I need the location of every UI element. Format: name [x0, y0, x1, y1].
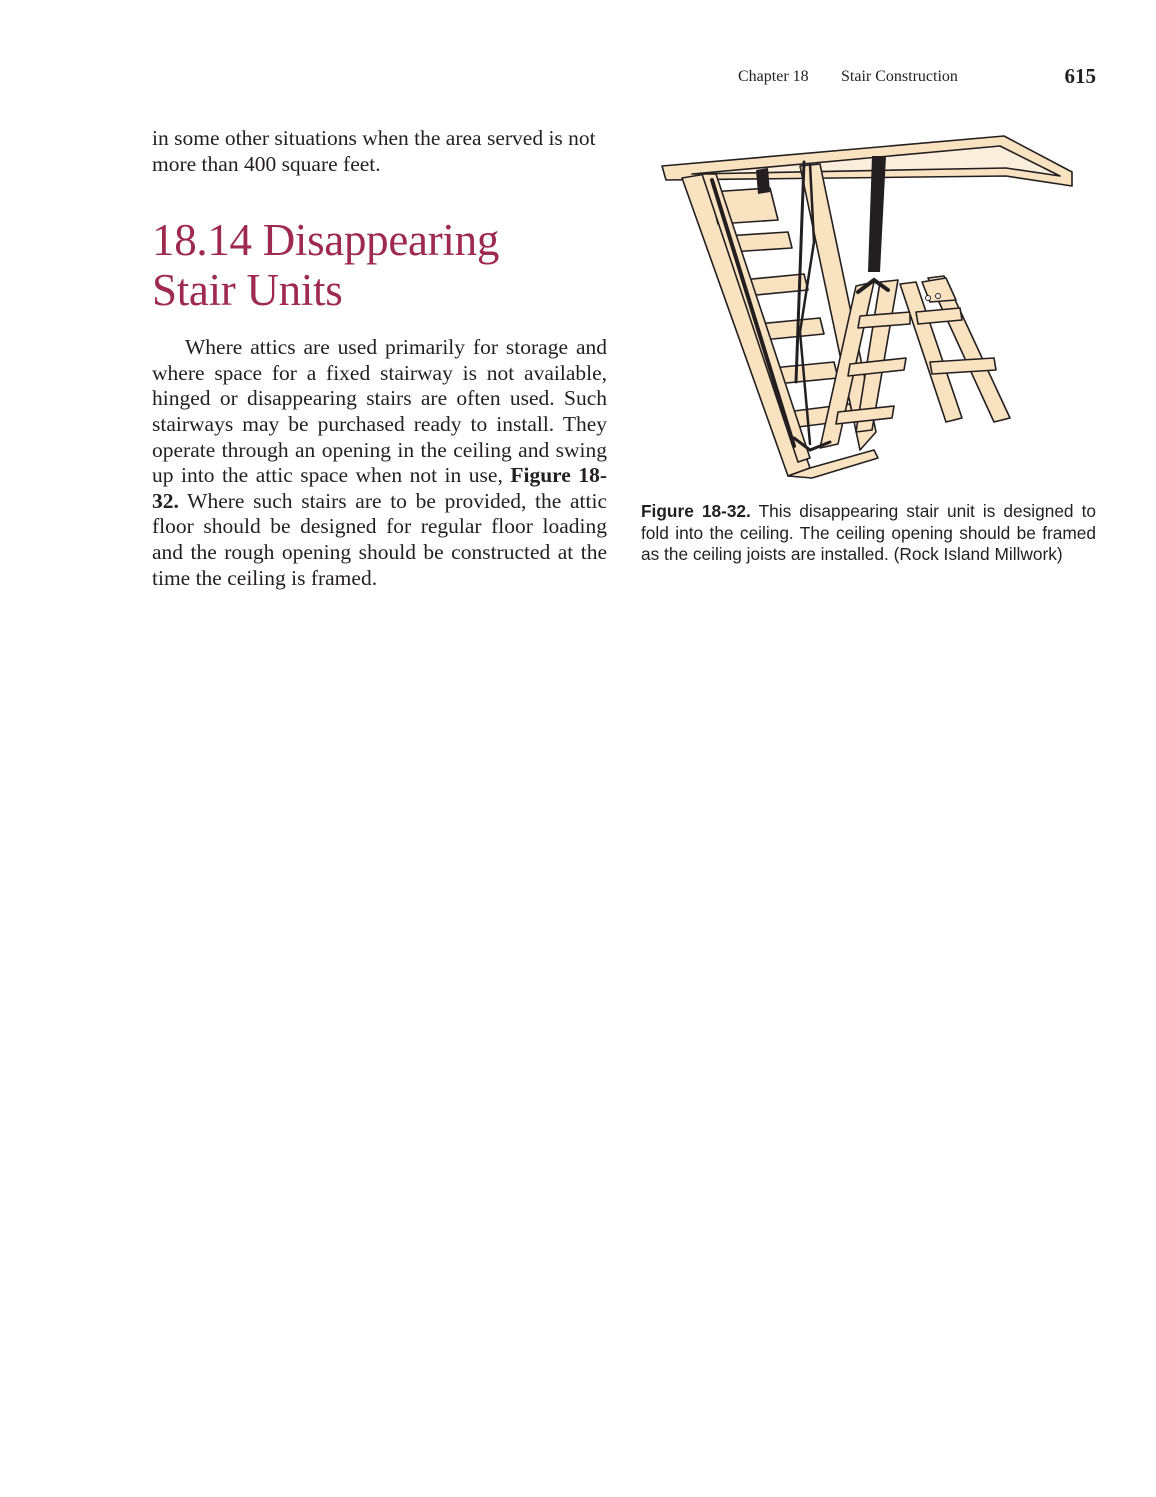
stair-unit-illustration [660, 132, 1076, 482]
arm-rod [796, 162, 804, 382]
page-number: 615 [1064, 64, 1096, 88]
figure-reference: Figure 18-32. [152, 463, 608, 513]
paragraph-text-b: Where such stairs are to be provided, the attic floor should be designed for regular floor loading and the rough opening should be constructed at the time the ceiling is framed. [152, 488, 607, 590]
section-paragraph [152, 335, 607, 591]
section-label: Stair Construction [841, 68, 958, 85]
section-heading-line-1: 18.14 Disappearing [152, 215, 500, 266]
section-heading [152, 215, 607, 315]
bolt-head [926, 296, 931, 301]
continued-paragraph: in some other situations when the area served is not more than 400 square feet. [152, 126, 596, 176]
figure-label: Figure 18-32. [641, 501, 751, 521]
running-header [738, 64, 1096, 90]
top-bracket [756, 168, 770, 194]
section-heading-line-2: Stair Units [152, 265, 343, 316]
chapter-label: Chapter 18 [738, 68, 809, 85]
main-text-column [152, 126, 607, 591]
paragraph-text-a: Where attics are used primarily for storage and where space for a fixed stairway is not available, hinged or disappearing stairs are often used. Such stairways may be purchased ready to install. They operate through an opening in the ceiling and swing up into the attic space when not in use, [152, 335, 607, 488]
bolt-head [936, 294, 941, 299]
figure-caption-text: This disappearing stair unit is designed to fold into the ceiling. The ceiling opening should be framed as the ceiling joists are installed. (Rock Island Millwork) [641, 501, 1097, 564]
figure-caption [641, 501, 1096, 566]
stair-drawing [660, 132, 1076, 482]
